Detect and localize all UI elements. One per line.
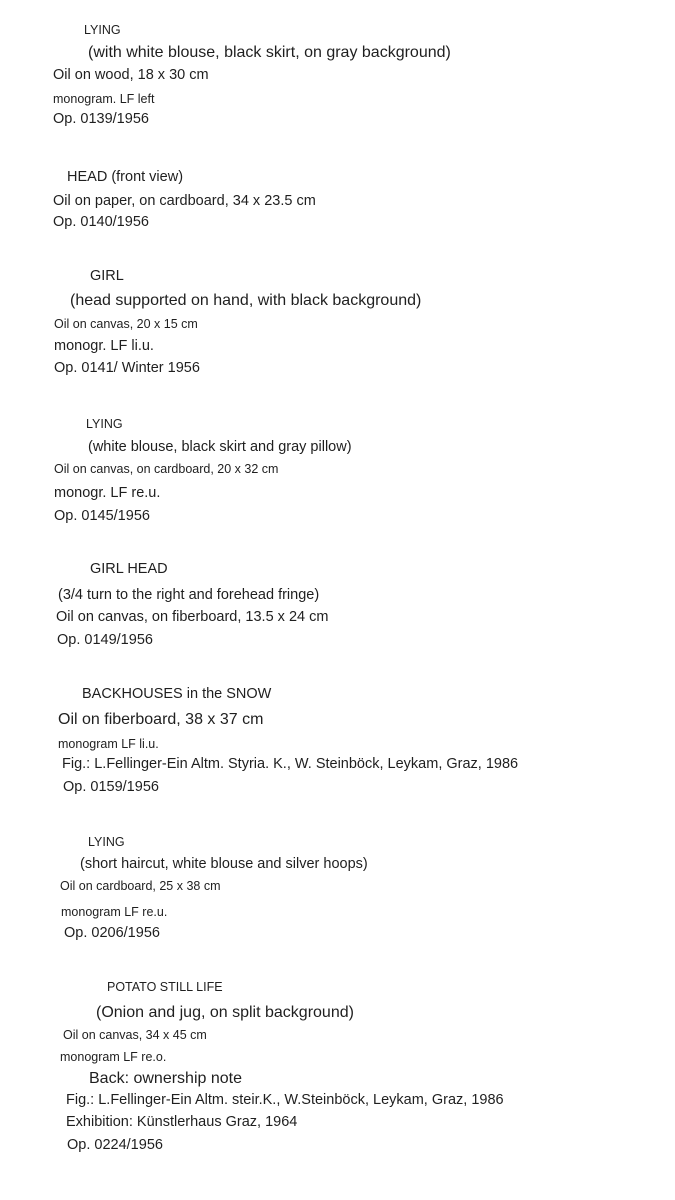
entry-subtitle: (white blouse, black skirt and gray pillow) [88, 439, 352, 455]
entry-medium: Oil on canvas, 20 x 15 cm [54, 317, 198, 331]
entry-medium: Oil on canvas, 34 x 45 cm [63, 1028, 207, 1042]
entry-medium: Oil on fiberboard, 38 x 37 cm [58, 711, 264, 728]
entry-opus: Op. 0145/1956 [54, 508, 150, 524]
entry-signature: monogram LF li.u. [58, 737, 159, 751]
entry-title: LYING [84, 23, 121, 37]
entry-subtitle: (Onion and jug, on split background) [96, 1004, 354, 1021]
entry-title: BACKHOUSES in the SNOW [82, 686, 272, 702]
entry-figure: Fig.: L.Fellinger-Ein Altm. steir.K., W.Steinböck, Leykam, Graz, 1986 [66, 1092, 504, 1108]
entry-title: GIRL [90, 268, 124, 284]
entry-subtitle: (head supported on hand, with black background) [70, 292, 422, 309]
entry-exhibition: Exhibition: Künstlerhaus Graz, 1964 [66, 1114, 298, 1130]
entry-medium: Oil on wood, 18 x 30 cm [53, 67, 209, 83]
entry-medium: Oil on paper, on cardboard, 34 x 23.5 cm [53, 193, 316, 209]
entry-signature: monogram LF re.o. [60, 1050, 167, 1064]
entry-title: POTATO STILL LIFE [107, 980, 223, 994]
entry-title: GIRL HEAD [90, 561, 168, 577]
entry-title: LYING [88, 835, 125, 849]
entry-subtitle: (short haircut, white blouse and silver hoops) [80, 856, 368, 872]
entry-figure: Fig.: L.Fellinger-Ein Altm. Styria. K., W. Steinböck, Leykam, Graz, 1986 [62, 756, 519, 772]
entry-opus: Op. 0139/1956 [53, 111, 149, 127]
entry-opus: Op. 0224/1956 [67, 1137, 163, 1153]
entry-medium: Oil on canvas, on cardboard, 20 x 32 cm [54, 462, 279, 476]
entry-subtitle: (3/4 turn to the right and forehead fringe) [58, 587, 320, 603]
entry-opus: Op. 0149/1956 [57, 632, 153, 648]
entry-title: LYING [86, 417, 123, 431]
entry-signature: monogr. LF li.u. [54, 338, 154, 354]
entry-signature: monogr. LF re.u. [54, 485, 161, 501]
entry-subtitle: (with white blouse, black skirt, on gray background) [88, 44, 451, 61]
entry-opus: Op. 0206/1956 [64, 925, 160, 941]
entry-signature: monogram LF re.u. [61, 905, 168, 919]
entry-medium: Oil on canvas, on fiberboard, 13.5 x 24 cm [56, 609, 329, 625]
entry-opus: Op. 0159/1956 [63, 779, 159, 795]
entry-title: HEAD (front view) [67, 169, 184, 185]
entry-opus: Op. 0141/ Winter 1956 [54, 360, 200, 376]
entry-opus: Op. 0140/1956 [53, 214, 149, 230]
entry-signature: monogram. LF left [53, 92, 155, 106]
entry-back-note: Back: ownership note [89, 1070, 242, 1087]
entry-medium: Oil on cardboard, 25 x 38 cm [60, 879, 221, 893]
